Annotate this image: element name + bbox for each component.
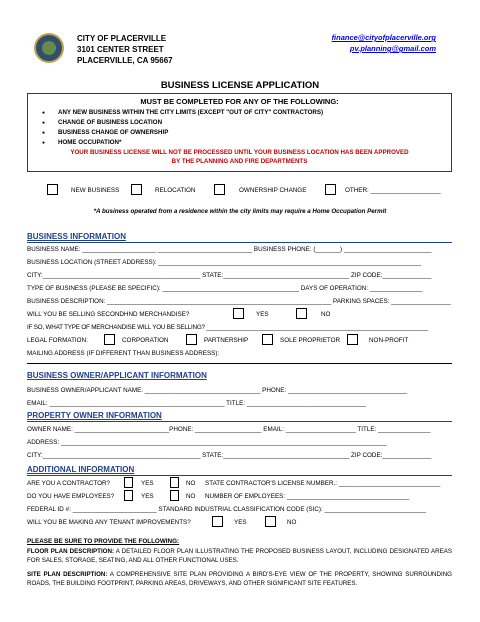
planning-email-link[interactable]: pv.planning@gmail.com: [349, 44, 436, 53]
non-profit-checkbox[interactable]: [347, 334, 358, 345]
sole-proprietor-checkbox[interactable]: [262, 334, 273, 345]
new-business-checkbox[interactable]: [47, 184, 58, 195]
contractor-yes-checkbox[interactable]: [124, 477, 133, 488]
contractor-license-field[interactable]: STATE CONTRACTOR'S LICENSE NUMBER.: _____________________________: [205, 480, 441, 487]
secondhand-question: WILL YOU BE SELLING SECONDHND MERCHANDISE?: [27, 311, 190, 318]
other-checkbox[interactable]: [325, 184, 336, 195]
property-city-state-zip-field[interactable]: CITY:_____________________________________________ STATE:____________________________________ ZIP CODE:______________: [27, 452, 432, 459]
merchandise-type-field[interactable]: IF SO, WHAT TYPE OF MERCHANDISE WILL YOU BE SELLING? ___________________________________________________________________: [27, 324, 428, 331]
contractor-question: ARE YOU A CONTRACTOR?: [27, 480, 111, 487]
legal-formation-label: LEGAL FORMATION:: [27, 337, 88, 344]
contractor-no-label: NO: [186, 480, 196, 487]
relocation-label: RELOCATION: [155, 187, 196, 194]
notice-item: ● BUSINESS CHANGE OF OWNERSHIP: [58, 128, 451, 138]
notice-list: [28, 108, 451, 148]
corporation-label: CORPORATION: [122, 337, 169, 344]
corporation-checkbox[interactable]: [104, 334, 115, 345]
section-divider: [27, 421, 452, 422]
non-profit-label: NON-PROFIT: [369, 337, 409, 344]
mailing-address-label: MAILING ADDRESS (IF DIFFERENT THAN BUSINESS ADDRESS):: [27, 350, 220, 357]
additional-info-heading: ADDITIONAL INFORMATION: [27, 465, 135, 474]
site-plan-text: A COMPREHENSIVE SITE PLAN PROVIDING A BIRD'S-EYE VIEW OF THE PROPERTY, SHOWING SURROUNDING ROADS, THE BUILDING FOOTPRINT, PARKING AREAS, DRIVEWAYS, AND OTHER SIGNIFICANT SITE FEATURES.: [27, 571, 452, 587]
tenant-no-checkbox[interactable]: [265, 516, 276, 527]
relocation-checkbox[interactable]: [131, 184, 142, 195]
property-owner-heading: PROPERTY OWNER INFORMATION: [27, 411, 162, 420]
secondhand-yes-label: YES: [256, 311, 269, 318]
notice-item: ● HOME OCCUPATION*: [58, 138, 451, 148]
mailing-address-field[interactable]: [27, 356, 452, 364]
employees-no-checkbox[interactable]: [170, 490, 179, 501]
city-street: 3101 CENTER STREET: [77, 45, 164, 54]
contractor-yes-label: YES: [141, 480, 154, 487]
other-label[interactable]: OTHER: ____________________: [345, 187, 441, 194]
secondhand-no-checkbox[interactable]: [296, 308, 307, 319]
notice-warning-1: YOUR BUSINESS LICENSE WILL NOT BE PROCESSED UNTIL YOUR BUSINESS LOCATION HAS BEEN APPROVED: [70, 149, 409, 156]
ownership-change-checkbox[interactable]: [214, 184, 225, 195]
section-divider: [27, 242, 452, 243]
notice-heading: MUST BE COMPLETED FOR ANY OF THE FOLLOWING:: [140, 97, 339, 106]
tenant-yes-label: YES: [234, 519, 247, 526]
business-city-state-zip-field[interactable]: CITY:_____________________________________________ STATE:____________________________________ ZIP CODE:______________: [27, 272, 432, 279]
tenant-yes-checkbox[interactable]: [212, 516, 223, 527]
secondhand-no-label: NO: [321, 311, 331, 318]
floor-plan-paragraph: [27, 547, 452, 565]
property-address-field[interactable]: ADDRESS: _____________________________________________________________________________________________: [27, 439, 387, 446]
tenant-no-label: NO: [287, 519, 297, 526]
site-plan-paragraph: [27, 570, 452, 588]
sole-proprietor-label: SOLE PROPRIETOR: [280, 337, 341, 344]
section-divider: [27, 475, 452, 476]
city-name: CITY OF PLACERVILLE: [77, 34, 167, 43]
notice-warning-2: BY THE PLANNING AND FIRE DEPARTMENTS: [171, 158, 308, 165]
city-state-zip: PLACERVILLE, CA 95667: [77, 56, 173, 65]
business-description-field[interactable]: BUSINESS DESCRIPTION: ________________________________________________________________ PARKING SPACES: _________________: [27, 298, 451, 305]
notice-item: ● CHANGE OF BUSINESS LOCATION: [58, 118, 451, 128]
employees-no-label: NO: [186, 493, 196, 500]
partnership-checkbox[interactable]: [186, 334, 197, 345]
owner-email-title-field[interactable]: EMAIL: __________________________________________________ TITLE: __________________________________: [27, 400, 366, 407]
number-of-employees-field[interactable]: NUMBER OF EMPLOYEES: ___________________________________: [205, 493, 410, 500]
owner-name-phone-field[interactable]: BUSINESS OWNER/APPLICANT NAME: _________________________________ PHONE: __________________________________: [27, 387, 408, 394]
business-location-field[interactable]: BUSINESS LOCATION (STREET ADDRESS): ___________________________________________________________________________: [27, 259, 421, 266]
property-owner-contact-field[interactable]: OWNER NAME: ___________________________PHONE: ___________________ EMAIL: ____________________ TITLE: _______________: [27, 426, 431, 433]
business-type-field[interactable]: TYPE OF BUSINESS (PLEASE BE SPECIFIC): _______________________________________ DAYS OF OPERATION: _______________: [27, 285, 423, 292]
form-title: BUSINESS LICENSE APPLICATION: [160, 80, 320, 91]
employees-yes-label: YES: [141, 493, 154, 500]
business-info-heading: BUSINESS INFORMATION: [27, 232, 126, 241]
requirement-notice-box: [27, 93, 452, 172]
floor-plan-text: A DETAILED FLOOR PLAN ILLUSTRATING THE PROPOSED BUSINESS LAYOUT, INCLUDING DESIGNATED AREAS FOR SALES, STORAGE, SEATING, AND ALL OTHER FUNCTIONAL USES.: [27, 548, 453, 564]
new-business-label: NEW BUSINESS: [71, 187, 120, 194]
provide-heading: PLEASE BE SURE TO PROVIDE THE FOLLOWING:: [27, 538, 180, 545]
home-occupation-note: *A business operated from a residence within the city limits may require a Home Occupation Permit: [93, 208, 387, 215]
notice-item: ● ANY NEW BUSINESS WITHIN THE CITY LIMITS (EXCEPT "OUT OF CITY" CONTRACTORS): [58, 108, 451, 118]
business-name-field[interactable]: BUSINESS NAME: _____________________ ___________________________ BUSINESS PHONE: (_______) _________________________: [27, 246, 432, 253]
partnership-label: PARTNERSHIP: [204, 337, 249, 344]
finance-email-link[interactable]: finance@cityofplacerville.org: [331, 33, 436, 42]
secondhand-yes-checkbox[interactable]: [233, 308, 244, 319]
city-address: [77, 33, 173, 66]
federal-id-sic-field[interactable]: FEDERAL ID #: ________________________ STANDARD INDUSTRIAL CLASSIFICATION CODE (SIC): _____________________________: [27, 506, 427, 513]
owner-info-heading: BUSINESS OWNER/APPLICANT INFORMATION: [27, 371, 207, 380]
employees-question: DO YOU HAVE EMPLOYEES?: [27, 493, 115, 500]
site-plan-label: SITE PLAN DESCRIPTION:: [27, 571, 108, 578]
city-seal-logo: [34, 33, 64, 63]
ownership-change-label: OWNERSHIP CHANGE: [239, 187, 307, 194]
contractor-no-checkbox[interactable]: [170, 477, 179, 488]
employees-yes-checkbox[interactable]: [124, 490, 133, 501]
tenant-improvements-question: WILL YOU BE MAKING ANY TENANT IMPROVEMENTS?: [27, 519, 191, 526]
floor-plan-label: FLOOR PLAN DESCRIPTION:: [27, 548, 115, 555]
